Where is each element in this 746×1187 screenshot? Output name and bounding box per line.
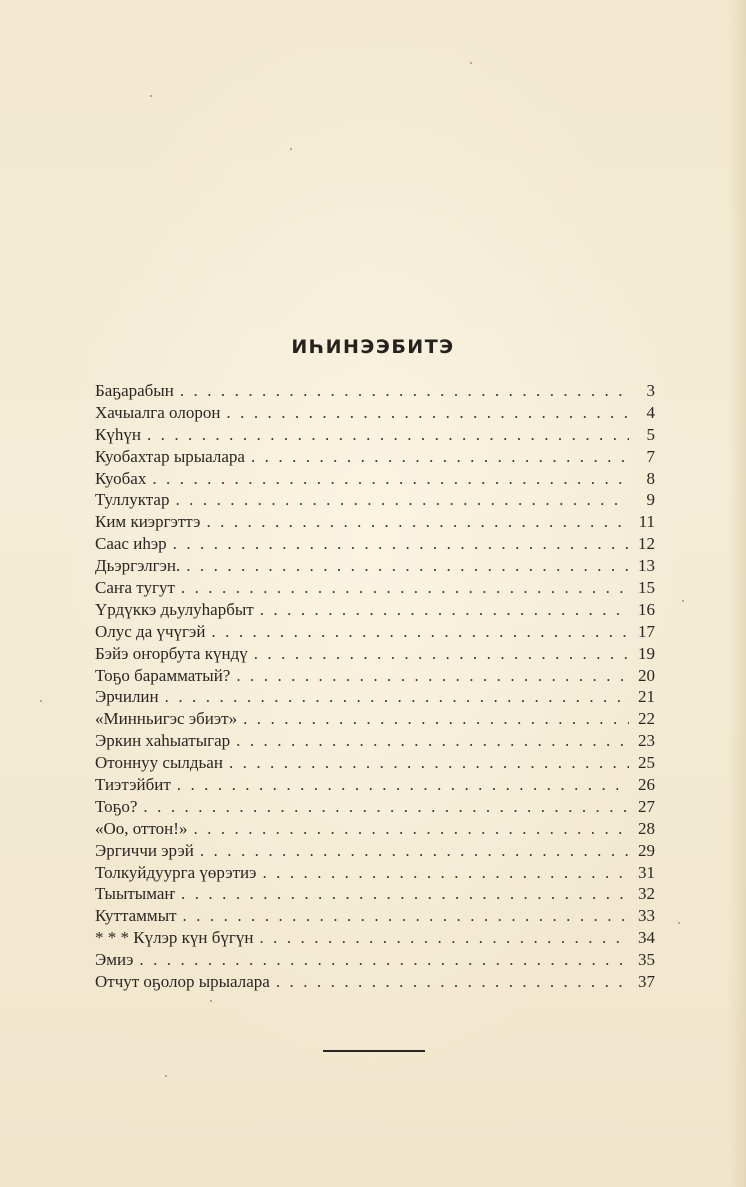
toc-entry-page-number: 22 bbox=[638, 709, 655, 729]
toc-entry-title: Хачыалга олорон bbox=[95, 402, 221, 422]
toc-entry-title: Тоҕо? bbox=[95, 796, 138, 816]
toc-entry-title: Ким киэргэттэ bbox=[95, 512, 201, 532]
toc-entry bbox=[95, 665, 655, 687]
toc-entry-page-number: 17 bbox=[638, 621, 655, 641]
toc-entry-title: Эмиэ bbox=[95, 950, 134, 970]
toc-entry-title: Бэйэ оҥорбута күндү bbox=[95, 643, 248, 663]
toc-entry-page-number: 4 bbox=[646, 402, 655, 422]
toc-entry bbox=[95, 686, 655, 708]
toc-entry-title: Куобахтар ырыалара bbox=[95, 446, 245, 466]
toc-dot-leader bbox=[143, 796, 629, 818]
toc-entry-title: Куттаммыт bbox=[95, 906, 177, 926]
toc-entry-title: Отчут оҕолор ырыалара bbox=[95, 972, 270, 992]
toc-entry bbox=[95, 577, 655, 599]
toc-dot-leader bbox=[152, 468, 629, 490]
toc-entry-page-number: 27 bbox=[638, 796, 655, 816]
toc-entry-page-number: 11 bbox=[638, 512, 655, 532]
toc-entry-title: Отоннуу сылдьан bbox=[95, 753, 223, 773]
contents-heading: ИҺИНЭЭБИТЭ bbox=[291, 336, 455, 358]
toc-dot-leader bbox=[259, 927, 629, 949]
toc-entry bbox=[95, 446, 655, 468]
toc-entry bbox=[95, 708, 655, 730]
toc-entry-page-number: 23 bbox=[638, 731, 655, 751]
toc-entry bbox=[95, 489, 655, 511]
toc-entry-page-number: 15 bbox=[638, 578, 655, 598]
toc-entry bbox=[95, 380, 655, 402]
toc-entry-page-number: 19 bbox=[638, 643, 655, 663]
toc-entry-title: «Оо, оттон!» bbox=[95, 818, 188, 838]
toc-entry-page-number: 34 bbox=[638, 928, 655, 948]
toc-dot-leader bbox=[180, 380, 629, 402]
toc-entry bbox=[95, 971, 655, 993]
toc-entry bbox=[95, 883, 655, 905]
toc-dot-leader bbox=[229, 752, 629, 774]
toc-dot-leader bbox=[139, 949, 629, 971]
toc-entry bbox=[95, 862, 655, 884]
toc-entry-page-number: 20 bbox=[638, 665, 655, 685]
toc-entry-page-number: 25 bbox=[638, 753, 655, 773]
toc-entry bbox=[95, 730, 655, 752]
toc-entry-page-number: 29 bbox=[638, 840, 655, 860]
closing-rule bbox=[323, 1050, 425, 1052]
toc-entry-title: Эрчилин bbox=[95, 687, 159, 707]
toc-entry bbox=[95, 774, 655, 796]
toc-entry-title: Тиэтэйбит bbox=[95, 775, 171, 795]
toc-entry-page-number: 5 bbox=[646, 424, 655, 444]
toc-entry bbox=[95, 752, 655, 774]
toc-dot-leader bbox=[175, 489, 629, 511]
toc-entry bbox=[95, 555, 655, 577]
toc-dot-leader bbox=[236, 730, 629, 752]
toc-dot-leader bbox=[226, 402, 629, 424]
toc-entry bbox=[95, 927, 655, 949]
toc-dot-leader bbox=[200, 840, 629, 862]
toc-entry-title: Дьэргэлгэн. bbox=[95, 556, 181, 576]
paper-speck bbox=[210, 1000, 212, 1002]
toc-dot-leader bbox=[181, 577, 629, 599]
toc-dot-leader bbox=[177, 774, 629, 796]
toc-entry-title: Үрдүккэ дьулуһарбыт bbox=[95, 599, 254, 619]
toc-dot-leader bbox=[260, 599, 629, 621]
toc-entry bbox=[95, 468, 655, 490]
toc-entry-title: Тыытымаҥ bbox=[95, 884, 176, 904]
paper-speck bbox=[682, 600, 684, 602]
toc-entry bbox=[95, 511, 655, 533]
toc-entry bbox=[95, 905, 655, 927]
toc-entry bbox=[95, 402, 655, 424]
toc-dot-leader bbox=[254, 643, 629, 665]
toc-entry-title: Туллуктар bbox=[95, 490, 170, 510]
toc-entry-page-number: 35 bbox=[638, 950, 655, 970]
toc-entry-title: Толкуйдуурга үөрэтиэ bbox=[95, 862, 257, 882]
table-of-contents bbox=[95, 380, 655, 993]
toc-entry-page-number: 13 bbox=[638, 556, 655, 576]
paper-speck bbox=[40, 700, 42, 702]
toc-entry bbox=[95, 599, 655, 621]
toc-entry-title: * * * Күлэр күн бүгүн bbox=[95, 928, 254, 948]
paper-speck bbox=[150, 95, 152, 97]
toc-dot-leader bbox=[183, 905, 629, 927]
toc-dot-leader bbox=[251, 446, 629, 468]
toc-entry-title: Куобах bbox=[95, 468, 147, 488]
toc-entry-title: «Минньигэс эбиэт» bbox=[95, 709, 238, 729]
toc-entry-page-number: 33 bbox=[638, 906, 655, 926]
toc-dot-leader bbox=[236, 665, 629, 687]
toc-entry-title: Эркин хаһыатыгар bbox=[95, 731, 231, 751]
toc-entry-page-number: 28 bbox=[638, 818, 655, 838]
toc-entry-page-number: 16 bbox=[638, 599, 655, 619]
toc-dot-leader bbox=[262, 862, 629, 884]
toc-entry-title: Тоҕо барамматый? bbox=[95, 665, 231, 685]
toc-entry bbox=[95, 840, 655, 862]
toc-entry-page-number: 21 bbox=[638, 687, 655, 707]
toc-dot-leader bbox=[181, 883, 629, 905]
paper-speck bbox=[470, 62, 472, 64]
toc-entry bbox=[95, 949, 655, 971]
paper-speck bbox=[678, 922, 680, 924]
toc-entry bbox=[95, 424, 655, 446]
toc-dot-leader bbox=[276, 971, 629, 993]
toc-entry-page-number: 32 bbox=[638, 884, 655, 904]
toc-entry-title: Саас иһэр bbox=[95, 534, 167, 554]
toc-entry-page-number: 3 bbox=[646, 381, 655, 400]
toc-dot-leader bbox=[243, 708, 629, 730]
toc-entry-page-number: 7 bbox=[646, 446, 655, 466]
toc-entry-title: Саҥа тугут bbox=[95, 578, 175, 598]
toc-entry-page-number: 31 bbox=[638, 862, 655, 882]
toc-dot-leader bbox=[193, 818, 629, 840]
toc-dot-leader bbox=[173, 533, 629, 555]
page-edge-shade bbox=[728, 0, 746, 1187]
toc-entry bbox=[95, 621, 655, 643]
toc-entry-title: Баҕарабын bbox=[95, 381, 174, 400]
toc-entry-title: Эргиччи эрэй bbox=[95, 840, 194, 860]
toc-dot-leader bbox=[147, 424, 629, 446]
paper-speck bbox=[165, 1075, 167, 1077]
toc-dot-leader bbox=[211, 621, 629, 643]
toc-entry bbox=[95, 533, 655, 555]
toc-dot-leader bbox=[165, 686, 629, 708]
toc-dot-leader bbox=[206, 511, 629, 533]
toc-entry bbox=[95, 643, 655, 665]
toc-dot-leader bbox=[186, 555, 629, 577]
toc-entry-page-number: 9 bbox=[646, 490, 655, 510]
paper-speck bbox=[290, 148, 292, 150]
toc-entry-page-number: 26 bbox=[638, 775, 655, 795]
toc-entry-page-number: 12 bbox=[638, 534, 655, 554]
toc-entry-title: Күһүн bbox=[95, 424, 141, 444]
toc-entry-page-number: 37 bbox=[638, 972, 655, 992]
toc-entry-page-number: 8 bbox=[646, 468, 655, 488]
toc-entry bbox=[95, 796, 655, 818]
toc-entry bbox=[95, 818, 655, 840]
toc-entry-title: Олус да үчүгэй bbox=[95, 621, 206, 641]
